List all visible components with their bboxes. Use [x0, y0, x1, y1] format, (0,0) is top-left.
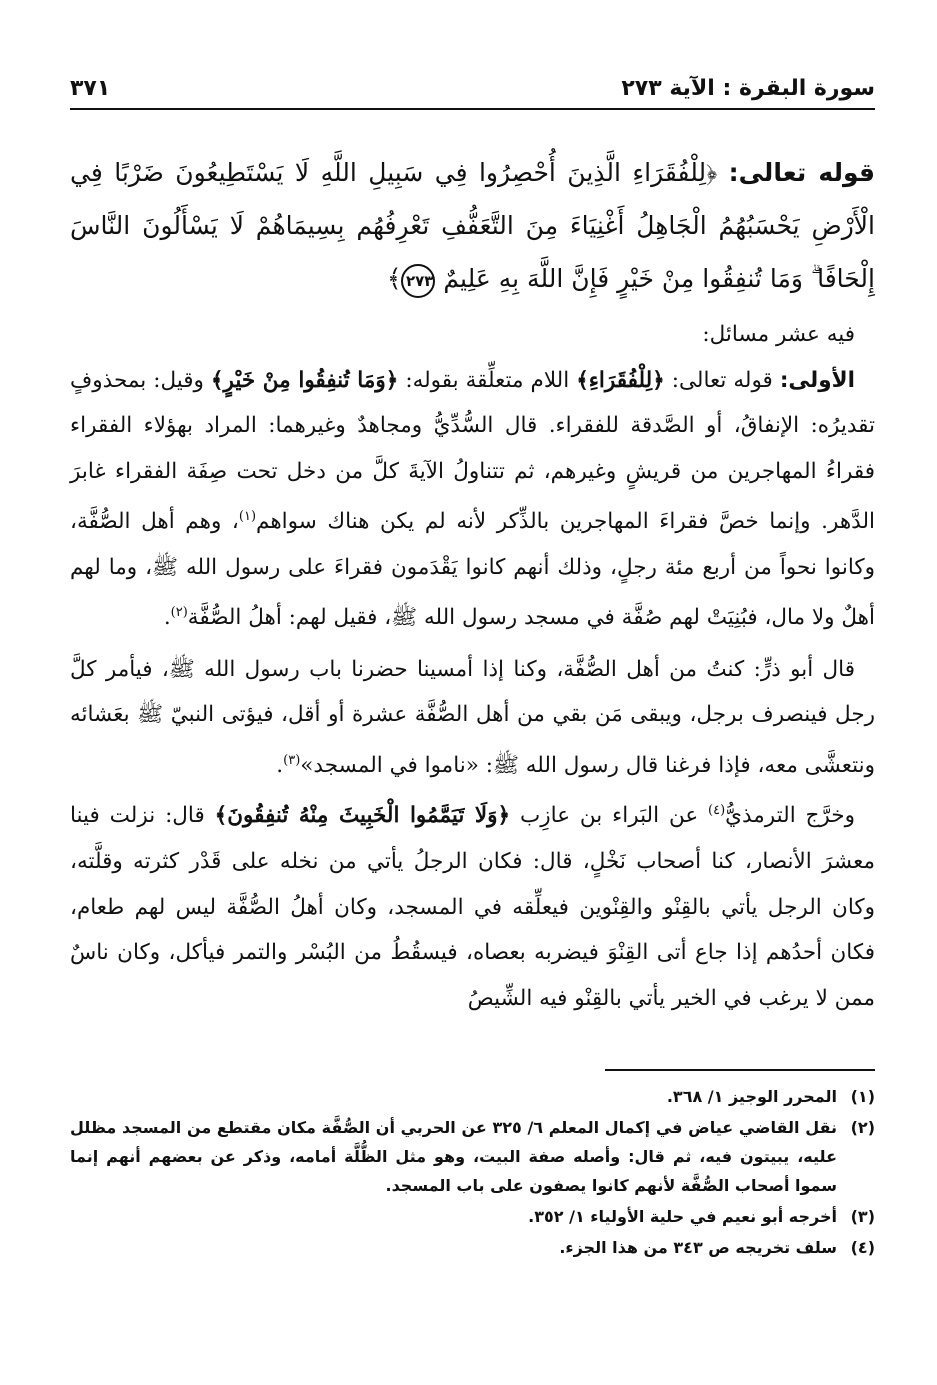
paragraph-text: اللام متعلِّقة بقوله: [398, 367, 577, 393]
footnote-ref[interactable]: (١) [238, 509, 257, 524]
verse-lead: قوله تعالى: [728, 158, 875, 187]
quran-quote: ﴿وَلَا تَيَمَّمُوا الْخَبِيثَ مِنْهُ تُنفِقُونَ﴾ [214, 803, 511, 829]
footnote-number: (٢) [850, 1118, 875, 1137]
ayah-number-marker: ٢٧٣ [401, 264, 435, 298]
paragraph-text: ، وهم أهل الصُّفَّة، وكانوا نحواً من أربع مئة رجلٍ، وذلك أنهم كانوا يَقْدَمون فقراءَ على رسول الله ﷺ، وما لهم أهلٌ ولا مال، فبُنِيَتْ لهم صُفَّة في مسجد رسول الله ﷺ، فقيل لهم: أهلُ الصُّفَّة [70, 509, 875, 631]
footnote-text: أخرجه أبو نعيم في حلية الأولياء ١/ ٣٥٢. [528, 1207, 837, 1226]
footnote-item [70, 1113, 875, 1200]
footnotes [70, 1082, 875, 1264]
verse-close-bracket: ﴾ [386, 264, 402, 293]
page-number: ٣٧١ [70, 75, 111, 101]
paragraph-tirmidhi [70, 788, 875, 1021]
paragraph-text: . [276, 752, 284, 778]
footnote-text: نقل القاضي عياض في إكمال المعلم ٦/ ٣٢٥ عن الحربي أن الصُّفَّة مكان مقتطع من المسجد مظلل عليه، يبيتون فيه، ثم قال: وأصله صفة البيت، وهو مثل الظُّلَّة أمامه، وذكر عن بعضهم أنهم إنما سموا أصحاب الصُّفَّة لأنهم كانوا يصفون على باب المسجد. [70, 1118, 837, 1195]
footnote-text: المحرر الوجيز ١/ ٣٦٨. [666, 1087, 837, 1106]
footnote-item [70, 1082, 875, 1111]
running-title: سورة البقرة : الآية ٢٧٣ [621, 75, 875, 101]
header-divider [70, 108, 875, 110]
quran-quote: ﴿وَمَا تُنفِقُوا مِنْ خَيْرٍ﴾ [210, 367, 399, 393]
intro-line: فيه عشر مسائل: [702, 322, 855, 347]
footnote-item [70, 1233, 875, 1262]
paragraph-first-issue [70, 358, 875, 641]
paragraph-text: عن البَراء بن عازِب [510, 803, 709, 829]
footnote-ref[interactable]: (٢) [170, 605, 188, 621]
footnote-number: (٣) [850, 1207, 875, 1226]
footnote-number: (٤) [850, 1238, 875, 1257]
footnote-ref[interactable]: (٤) [708, 803, 726, 819]
paragraph-text: قال: نزلت فينا معشرَ الأنصار، كنا أصحاب نَخْلٍ، قال: فكان الرجلُ يأتي من نخله على قَدْر كثرته وقلَّته، وكان الرجل يأتي بالقِنْو والقِنْوين فيعلِّقه في المسجد، وكان أهلُ الصُّفَّة ليس لهم طعام، فكان أحدُهم إذا جاع أتى القِنْوَ فيضربه بعصاه، فيسقُطُ من البُسْر والتمر فيأكل، وكان ناسٌ ممن لا يرغب في الخير يأتي بالقِنْو فيه الشِّيصُ [70, 803, 875, 1011]
paragraph-text: وخرَّج الترمذيُّ [725, 803, 855, 829]
document-page [70, 60, 875, 1360]
issue-label: الأولى: [779, 367, 855, 393]
paragraph-abu-dharr [70, 647, 875, 789]
main-text [70, 312, 875, 1021]
footnote-text: سلف تخريجه ص ٣٤٣ من هذا الجزء. [559, 1238, 837, 1257]
quran-verse-block [70, 146, 875, 305]
footnote-divider [605, 1069, 875, 1071]
paragraph-text: . [163, 605, 171, 631]
verse-text: ﴿لِلْفُقَرَاءِ الَّذِينَ أُحْصِرُوا فِي سَبِيلِ اللَّهِ لَا يَسْتَطِيعُونَ ضَرْبًا فِي الْأَرْضِ يَحْسَبُهُمُ الْجَاهِلُ أَغْنِيَاءَ مِنَ التَّعَفُّفِ تَعْرِفُهُم بِسِيمَاهُمْ لَا يَسْأَلُونَ النَّاسَ إِلْحَافًا ۗ وَمَا تُنفِقُوا مِنْ خَيْرٍ فَإِنَّ اللَّهَ بِهِ عَلِيمٌ [70, 158, 875, 293]
paragraph-text: وقيل: بمحذوفٍ تقديرُه: الإنفاقُ، أو الصَّدقة للفقراء. قال السُّدِّيُّ ومجاهدٌ وغيرهما: المراد بهؤلاء الفقراء فقراءُ المهاجرين من قريشٍ وغيرهم، ثم تتناولُ الآيةَ كلَّ من دخل تحت صِفَة الفقراء غابرَ الدَّهر. وإنما خصَّ فقراءَ المهاجرين بالذِّكر لأنه لم يكن هناك سواهم [70, 367, 875, 535]
footnote-item [70, 1202, 875, 1231]
quran-quote: ﴿لِلْفُقَرَاءِ﴾ [576, 367, 665, 393]
footnote-number: (١) [850, 1087, 875, 1106]
paragraph-text: قال أبو ذرٍّ: كنتُ من أهل الصُّفَّة، وكنا إذا أمسينا حضرنا باب رسول الله ﷺ، فيأمر كلَّ رجل فينصرف برجل، ويبقى مَن بقي من أهل الصُّفَّة عشرة أو أقل، فيؤتى النبيّ ﷺ بعَشائه ونتعشَّى معه، فإذا فرغنا قال رسول الله ﷺ: «ناموا في المسجد» [70, 656, 875, 778]
page-header [70, 70, 875, 106]
footnote-ref[interactable]: (٣) [283, 752, 301, 768]
paragraph-text: قوله تعالى: [664, 367, 780, 393]
